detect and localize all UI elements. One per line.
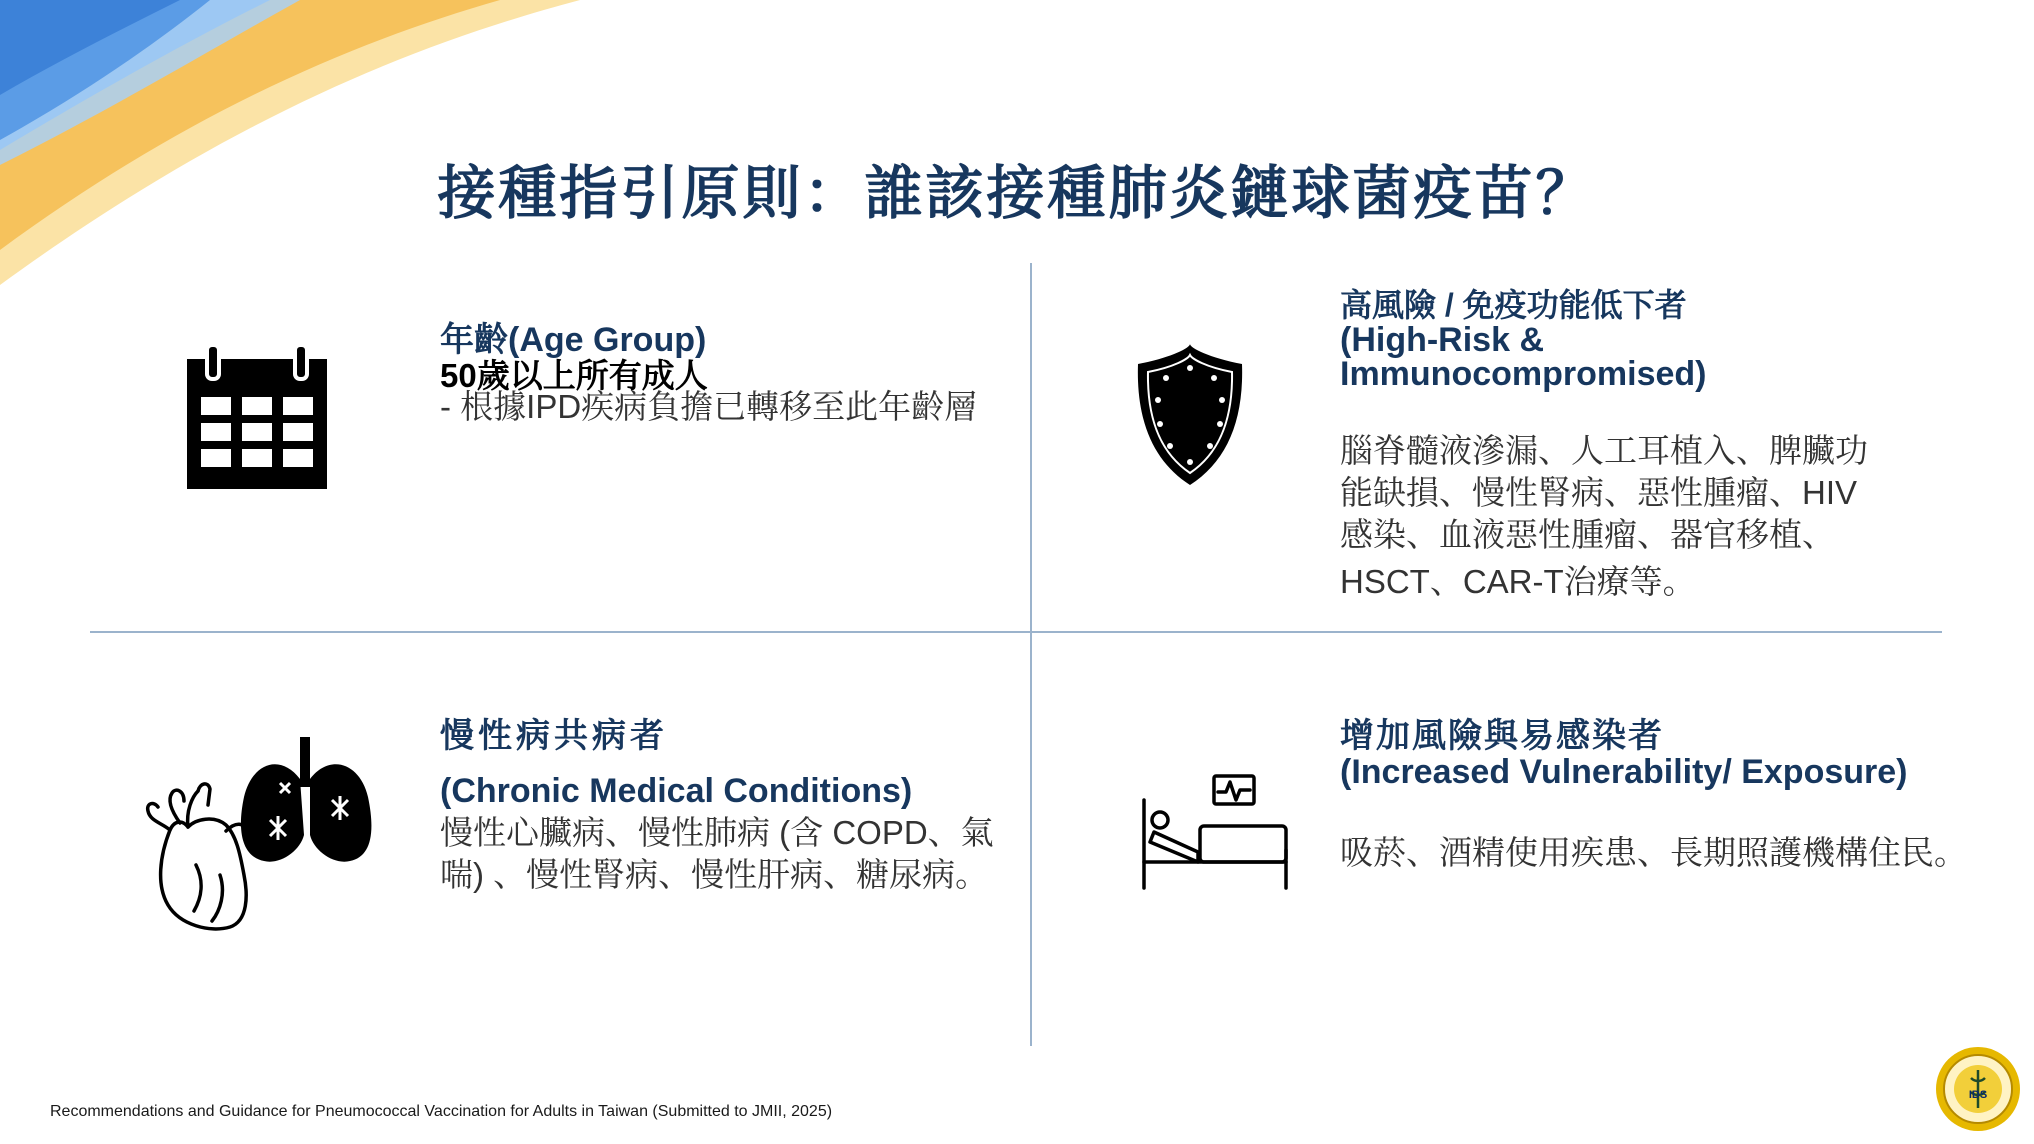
- chronic-heading-en: (Chronic Medical Conditions): [440, 772, 913, 810]
- heart-lungs-icon: [140, 735, 375, 935]
- page-title: 接種指引原則：誰該接種肺炎鏈球菌疫苗？: [437, 159, 1597, 227]
- hospital-bed-icon: [1140, 770, 1290, 890]
- horizontal-divider: [90, 631, 1942, 633]
- high-risk-heading-en-2: Immunocompromised): [1340, 355, 1707, 393]
- high-risk-heading-en-1: (High-Risk &: [1340, 321, 1544, 359]
- chronic-body-line-1: 慢性心臟病、慢性肺病 (含 COPD、氣: [440, 814, 994, 851]
- high-risk-body-line-3: 感染、血液惡性腫瘤、器官移植、: [1340, 516, 1835, 553]
- citation-footer: Recommendations and Guidance for Pneumococcal Vaccination for Adults in Taiwan (Submitted to JMII, 2025): [50, 1103, 833, 1120]
- seal-label: IDS: [1968, 1089, 1988, 1101]
- high-risk-body-line-2: 能缺損、慢性腎病、惡性腫瘤、HIV: [1340, 474, 1858, 511]
- chronic-body-line-2: 喘) 、慢性腎病、慢性肝病、糖尿病。: [440, 856, 989, 893]
- high-risk-heading: 高風險 / 免疫功能低下者: [1340, 287, 1687, 323]
- exposure-heading-en: (Increased Vulnerability/ Exposure): [1340, 753, 1908, 791]
- calendar-icon: [185, 345, 329, 491]
- chronic-heading: 慢性病共病者: [440, 717, 668, 755]
- age-highlight: 50歲以上所有成人: [440, 357, 708, 394]
- high-risk-body-line-1: 腦脊髓液滲漏、人工耳植入、脾臟功: [1340, 432, 1868, 469]
- exposure-body: 吸菸、酒精使用疾患、長期照護機構住民。: [1340, 834, 1967, 871]
- shield-icon: [1130, 342, 1250, 487]
- society-seal-icon: [1935, 1046, 2021, 1132]
- high-risk-body-line-4: HSCT、CAR-T治療等。: [1340, 563, 1696, 600]
- age-note: - 根據IPD疾病負擔已轉移至此年齡層: [440, 388, 978, 425]
- exposure-heading: 增加風險與易感染者: [1340, 717, 1664, 755]
- age-heading: 年齡(Age Group): [440, 321, 707, 359]
- vertical-divider: [1030, 263, 1032, 1046]
